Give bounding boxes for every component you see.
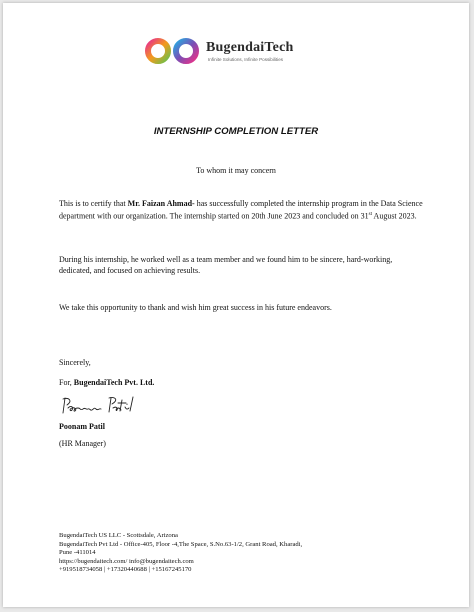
footer-web-email: https://bugendaitech.com/ info@bugendaitech.com xyxy=(59,557,194,565)
footer-contact xyxy=(59,532,419,575)
p1-text-a: This is to certify that xyxy=(59,199,128,208)
p1-text-c: August 2023. xyxy=(371,211,417,221)
p1-superscript: st xyxy=(368,211,372,217)
company-name: BugendaiTech Pvt. Ltd. xyxy=(73,378,155,387)
signer-name: Poonam Patil xyxy=(59,422,105,431)
footer-us-office: BugendaiTech US LLC - Scottsdale, Arizona xyxy=(59,532,178,539)
paragraph-performance: During his internship, he worked well as a team member and we found him to be sincere, hard-working, dedicated, and focused on achieving results. xyxy=(59,255,393,275)
p1-text-b: has successfully completed the internship program in the Data Science department with our organization. The internship started on 20th June 2023 and concluded on 31 xyxy=(59,199,423,221)
closing-sincerely: Sincerely, xyxy=(59,358,91,367)
letter-title: INTERNSHIP COMPLETION LETTER xyxy=(153,126,319,137)
intern-name: Mr. Faizan Ahmad- xyxy=(127,199,195,208)
paragraph-certification xyxy=(59,199,423,222)
closing-company xyxy=(59,378,154,387)
brand-name: BugendaiTech xyxy=(206,39,294,55)
handwritten-signature xyxy=(59,395,149,417)
for-prefix: For, xyxy=(59,378,74,387)
footer-india-office: BugendaiTech Pvt Ltd - Office-405, Floor -4,The Space, S.No.63-1/2, Grant Road, Kharadi, xyxy=(59,540,303,548)
footer-phones: +919518734058 | +17320440688 | +15167245170 xyxy=(59,566,192,574)
brand-tagline: Infinite Solutions, Infinite Possibilities xyxy=(208,56,284,62)
letter-page xyxy=(3,3,469,607)
salutation: To whom it may concern xyxy=(196,166,276,175)
company-logo xyxy=(141,37,293,65)
paragraph-wishes: We take this opportunity to thank and wish him great success in his future endeavors. xyxy=(59,303,332,312)
signer-role: (HR Manager) xyxy=(59,439,106,448)
infinity-logo-icon xyxy=(141,37,203,65)
footer-city: Pune -411014 xyxy=(59,549,96,557)
